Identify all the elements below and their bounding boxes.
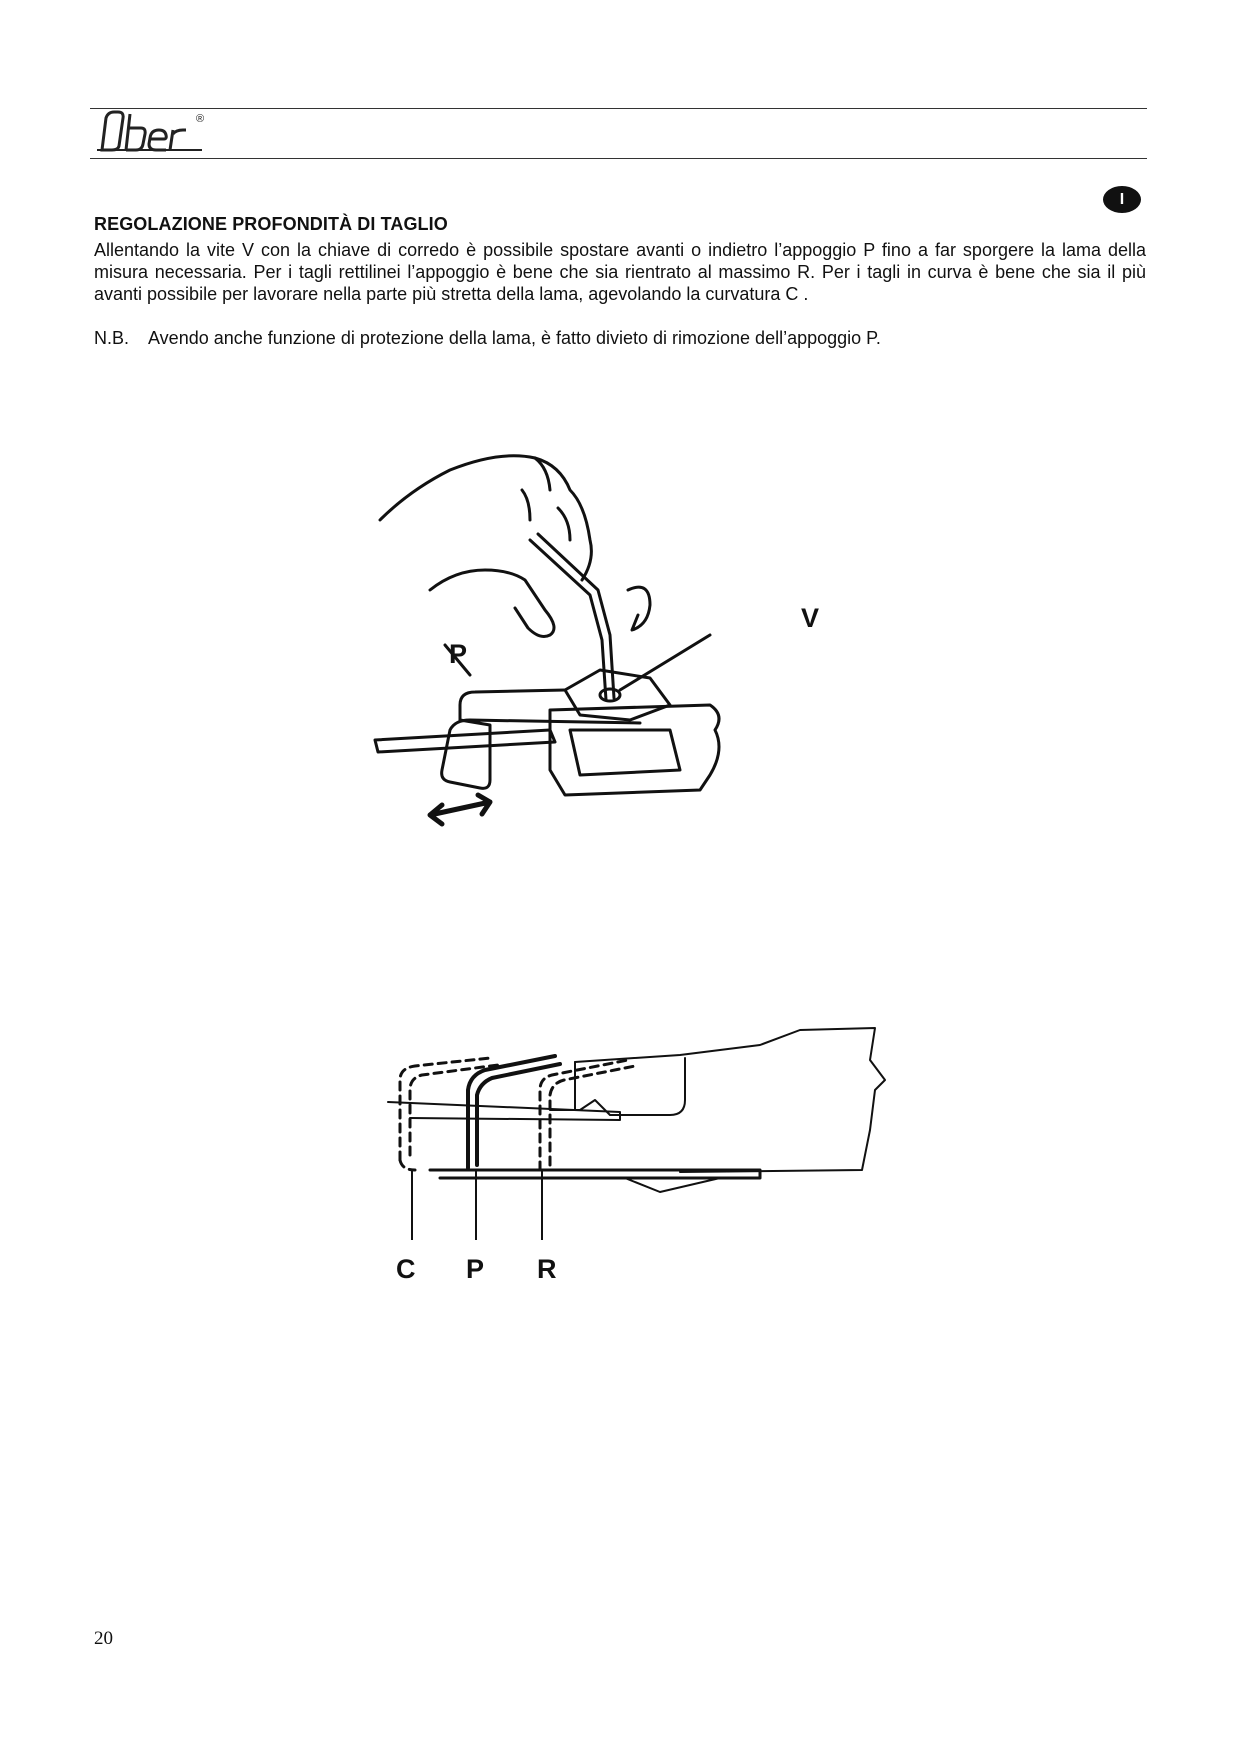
header-bottom-rule <box>90 158 1147 159</box>
figure-support-positions <box>380 1020 900 1245</box>
blade <box>375 730 555 752</box>
section-title: REGOLAZIONE PROFONDITÀ DI TAGLIO <box>94 214 448 234</box>
body-paragraph: Allentando la vite V con la chiave di corredo è possibile spostare avanti o indietro l’appoggio P fino a far sporgere la lama della misura necessaria. Per i tagli rettilinei l’appoggio è bene che sia rientrato al massimo R. Per i tagli in curva è bene che sia il più avanti possibile per lavorare nella parte più stretta della lama, agevolando la curvatura C . <box>94 240 1146 304</box>
label-p-figure-2: P <box>466 1254 485 1284</box>
rotation-arrow <box>628 587 650 630</box>
ober-logo <box>96 108 216 163</box>
label-v: V <box>801 603 820 633</box>
support-positions-illustration <box>380 1020 900 1240</box>
page-number: 20 <box>94 1628 113 1649</box>
header-top-rule <box>90 108 1147 109</box>
v-leader-line <box>620 635 710 690</box>
ober-logo-mark <box>96 108 216 158</box>
language-badge: I <box>1103 186 1141 213</box>
registered-mark: ® <box>196 113 205 125</box>
label-r: R <box>537 1254 557 1284</box>
thumb-outline <box>430 570 554 636</box>
hex-key-illustration <box>370 430 830 860</box>
clamp-block <box>565 670 670 720</box>
base-plate <box>430 1170 760 1178</box>
hand-outline <box>380 456 591 580</box>
label-c: C <box>396 1254 416 1284</box>
note-text: Avendo anche funzione di protezione della lama, è fatto divieto di rimozione dell’appoggio P. <box>148 328 881 348</box>
double-arrow <box>430 795 490 824</box>
blade-side <box>388 1102 620 1120</box>
note-label: N.B. <box>94 328 130 348</box>
tool-housing <box>575 1028 885 1172</box>
screw-v <box>600 689 620 701</box>
label-p-figure-1: P <box>449 639 468 669</box>
note <box>94 327 881 349</box>
figure-hex-key-adjustment <box>370 430 830 865</box>
